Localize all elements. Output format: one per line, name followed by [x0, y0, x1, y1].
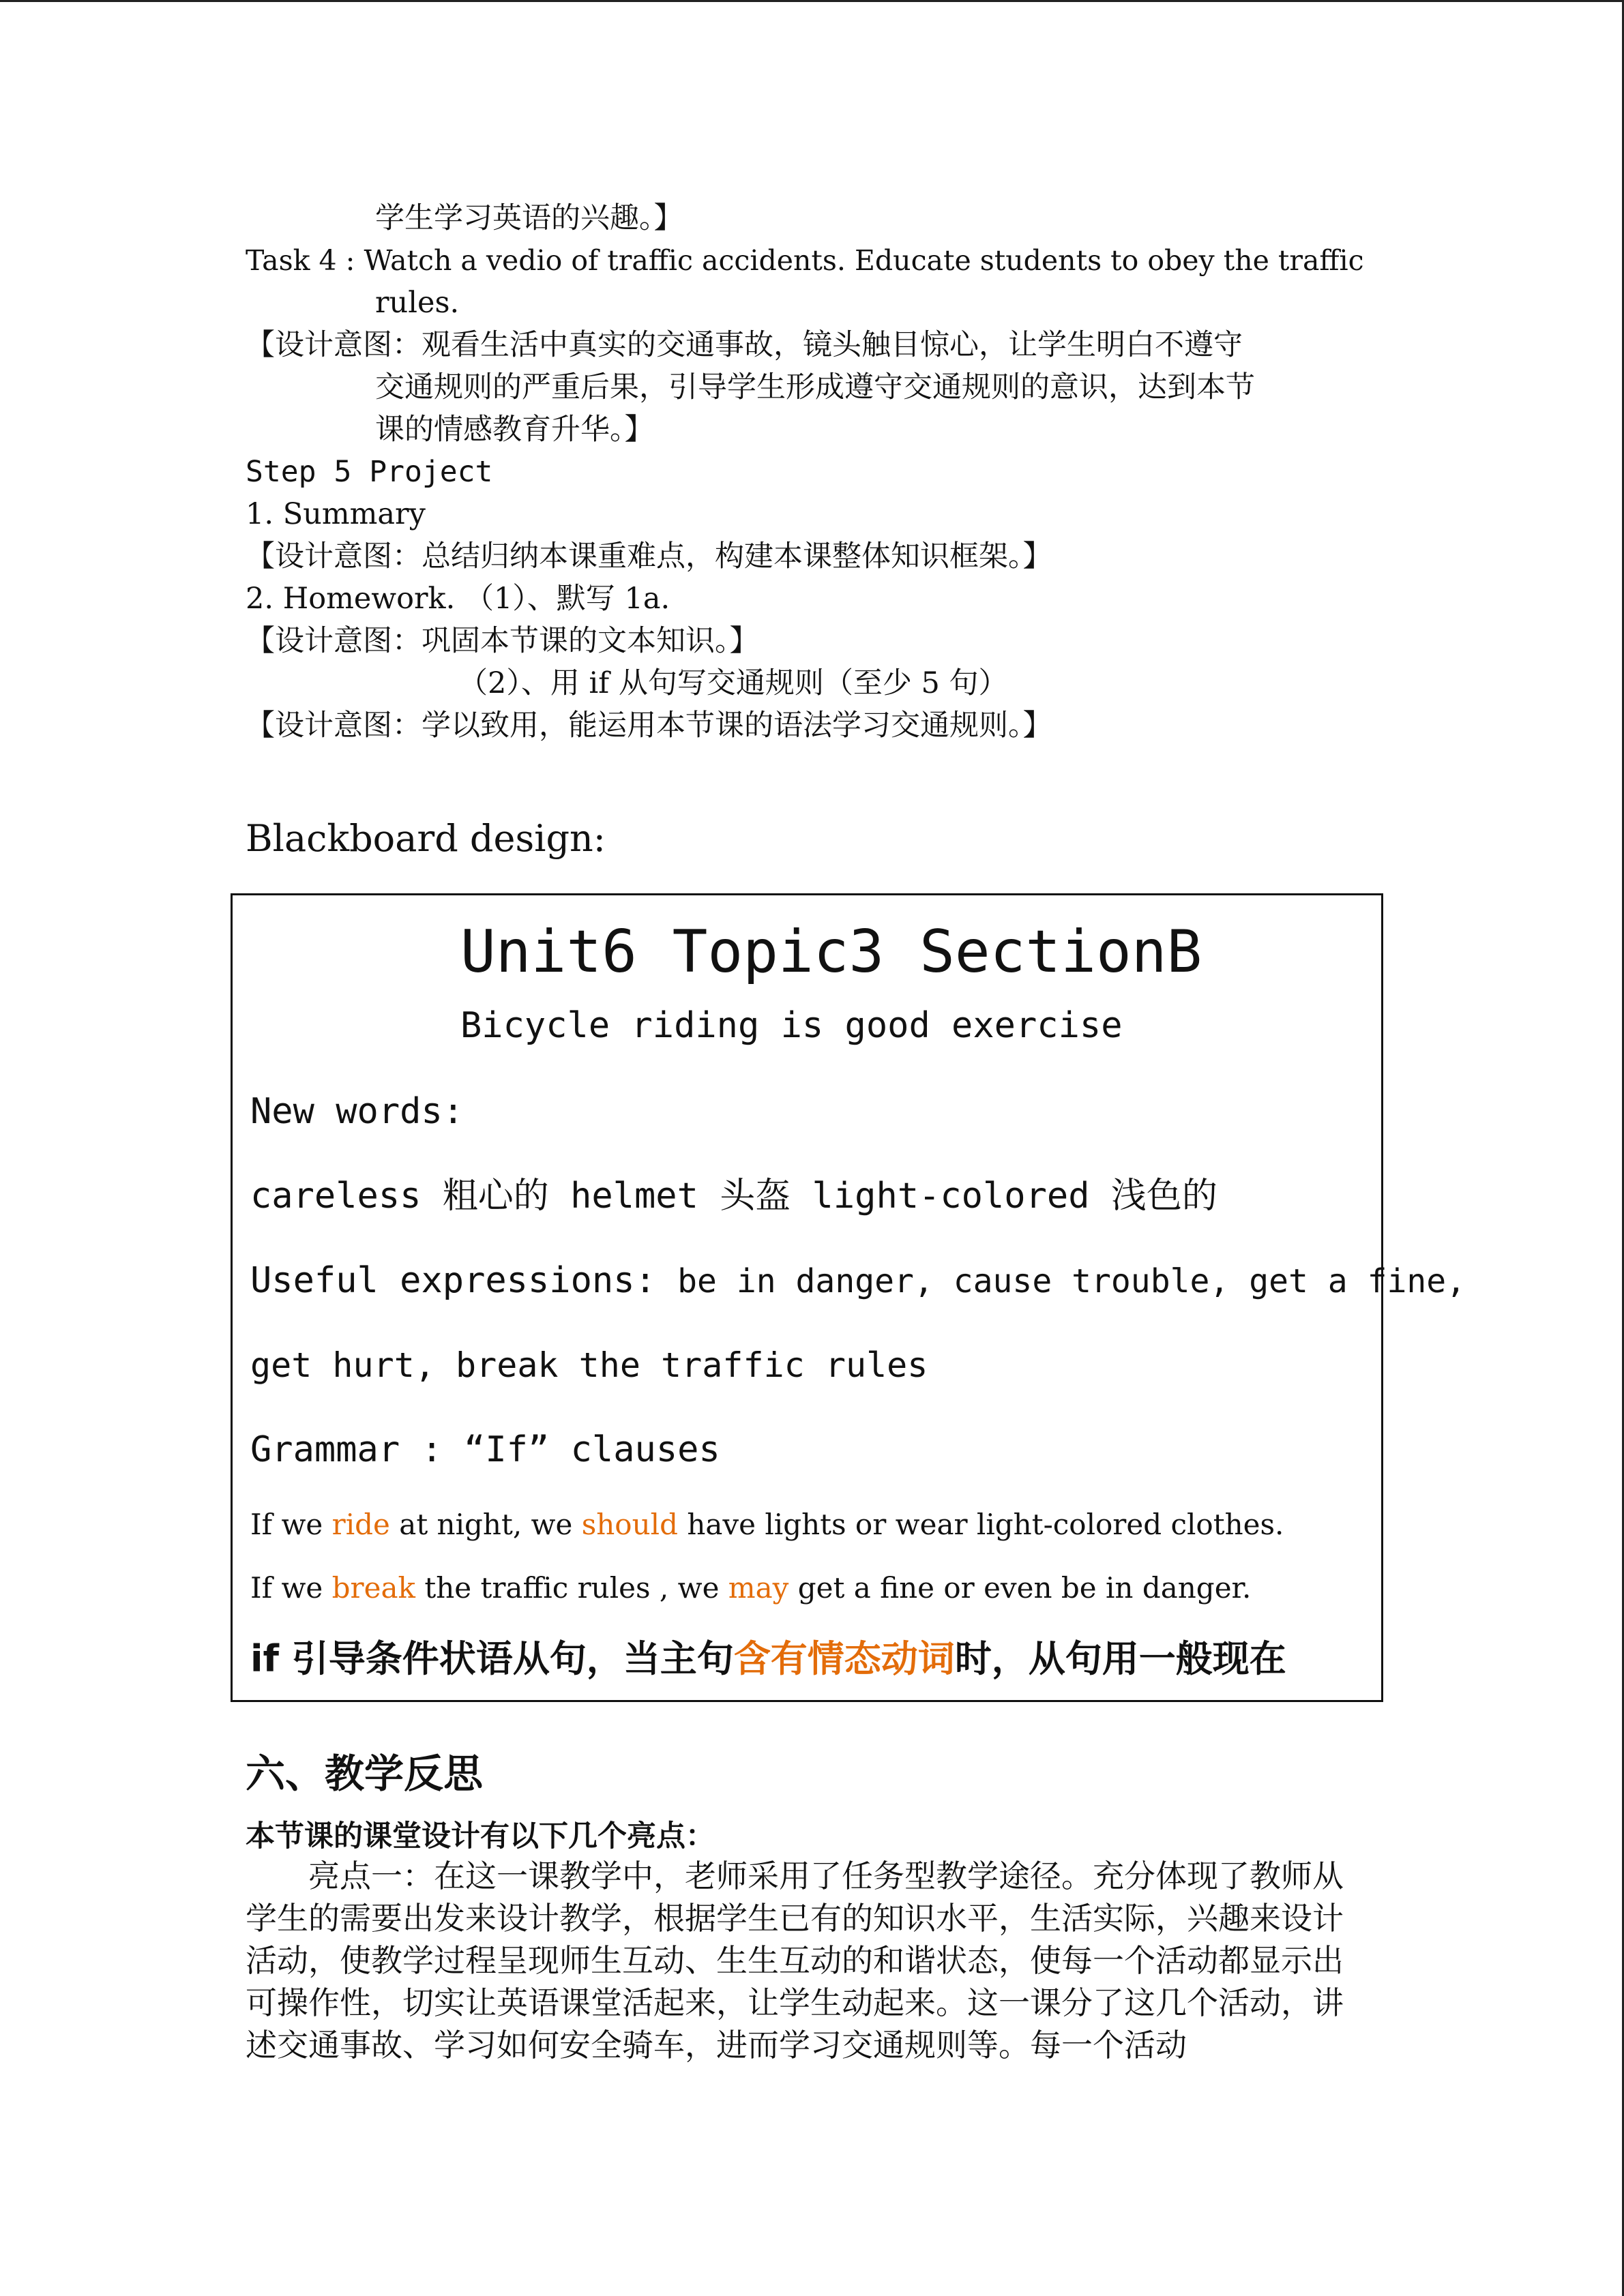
highlight-modal: may: [728, 1571, 789, 1605]
new-words-list: careless 粗心的 helmet 头盔 light-colored 浅色的: [250, 1176, 1217, 1217]
highlight-verb: ride: [331, 1508, 390, 1541]
text-line: rules.: [375, 286, 460, 320]
text-segment: If we: [250, 1508, 332, 1541]
homework-item: （2）、用 if 从句写交通规则（至少 5 句）: [458, 666, 1008, 700]
section-subtitle: 本节课的课堂设计有以下几个亮点：: [246, 1819, 715, 1853]
blackboard-box: [231, 893, 1466, 1702]
design-intent: 【设计意图：总结归纳本课重难点，构建本课整体知识框架。】: [246, 539, 1052, 573]
blackboard-title: Unit6 Topic3 SectionB: [460, 918, 1202, 986]
blackboard-heading: Blackboard design:: [246, 817, 606, 860]
text-line: 课的情感教育升华。】: [375, 413, 654, 447]
highlight-phrase: 含有情态动词: [733, 1637, 955, 1680]
task4-line: Task 4 : Watch a vedio of traffic accidents. Educate students to obey the traffic: [246, 244, 1364, 277]
design-intent: 【设计意图：巩固本节课的文本知识。】: [246, 624, 759, 658]
new-words-label: New words:: [250, 1091, 464, 1132]
grammar-label: Grammar : “If” clauses: [250, 1429, 720, 1470]
section-title: 六、教学反思: [246, 1750, 484, 1797]
text-segment: 时，从句用一般现在: [954, 1637, 1286, 1680]
homework-item: 2. Homework. （1）、默写 1a.: [246, 582, 670, 616]
design-intent: 【设计意图：学以致用，能运用本节课的语法学习交通规则。】: [246, 709, 1052, 743]
design-intent: 【设计意图：观看生活中真实的交通事故，镜头触目惊心，让学生明白不遵守: [246, 328, 1243, 362]
step5-heading: Step 5 Project: [246, 455, 493, 489]
text-line: 学生学习英语的兴趣。】: [375, 201, 683, 235]
top-border: [0, 0, 1624, 2]
blackboard-subtitle: Bicycle riding is good exercise: [460, 1005, 1123, 1046]
example-sentence-1: [250, 1504, 1284, 1545]
text-segment: If we: [250, 1571, 332, 1605]
text-segment: get a fine or even be in danger.: [788, 1571, 1252, 1605]
useful-list-1: be in danger, cause trouble, get a fine,: [677, 1262, 1466, 1300]
summary-item: 1. Summary: [246, 497, 426, 531]
grammar-rule: [250, 1635, 1286, 1684]
example-sentence-2: [250, 1568, 1251, 1609]
text-line: 交通规则的严重后果，引导学生形成遵守交通规则的意识，达到本节: [375, 370, 1255, 404]
highlight-verb: break: [331, 1571, 415, 1605]
useful-expressions: [250, 1257, 1466, 1305]
text-segment: if 引导条件状语从句，当主句: [250, 1637, 734, 1680]
text-segment: the traffic rules , we: [415, 1571, 728, 1605]
text-segment: at night, we: [389, 1508, 582, 1541]
useful-label: Useful expressions:: [250, 1260, 656, 1301]
text-segment: have lights or wear light-colored clothes.: [677, 1508, 1284, 1541]
useful-list-2: get hurt, break the traffic rules: [250, 1345, 928, 1385]
highlight-modal: should: [581, 1508, 678, 1541]
reflection-paragraph: 亮点一：在这一课教学中，老师采用了任务型教学途径。充分体现了教师从学生的需要出发来设计教学，根据学生已有的知识水平，生活实际，兴趣来设计活动，使教学过程呈现师生互动、生生互动的和谐状态，使每一个活动都显示出可操作性，切实让英语课堂活起来，让学生动起来。这一课分了这几个活动，讲述交通事故、学习如何安全骑车，进而学习交通规则等。每一个活动: [246, 1858, 1344, 2063]
